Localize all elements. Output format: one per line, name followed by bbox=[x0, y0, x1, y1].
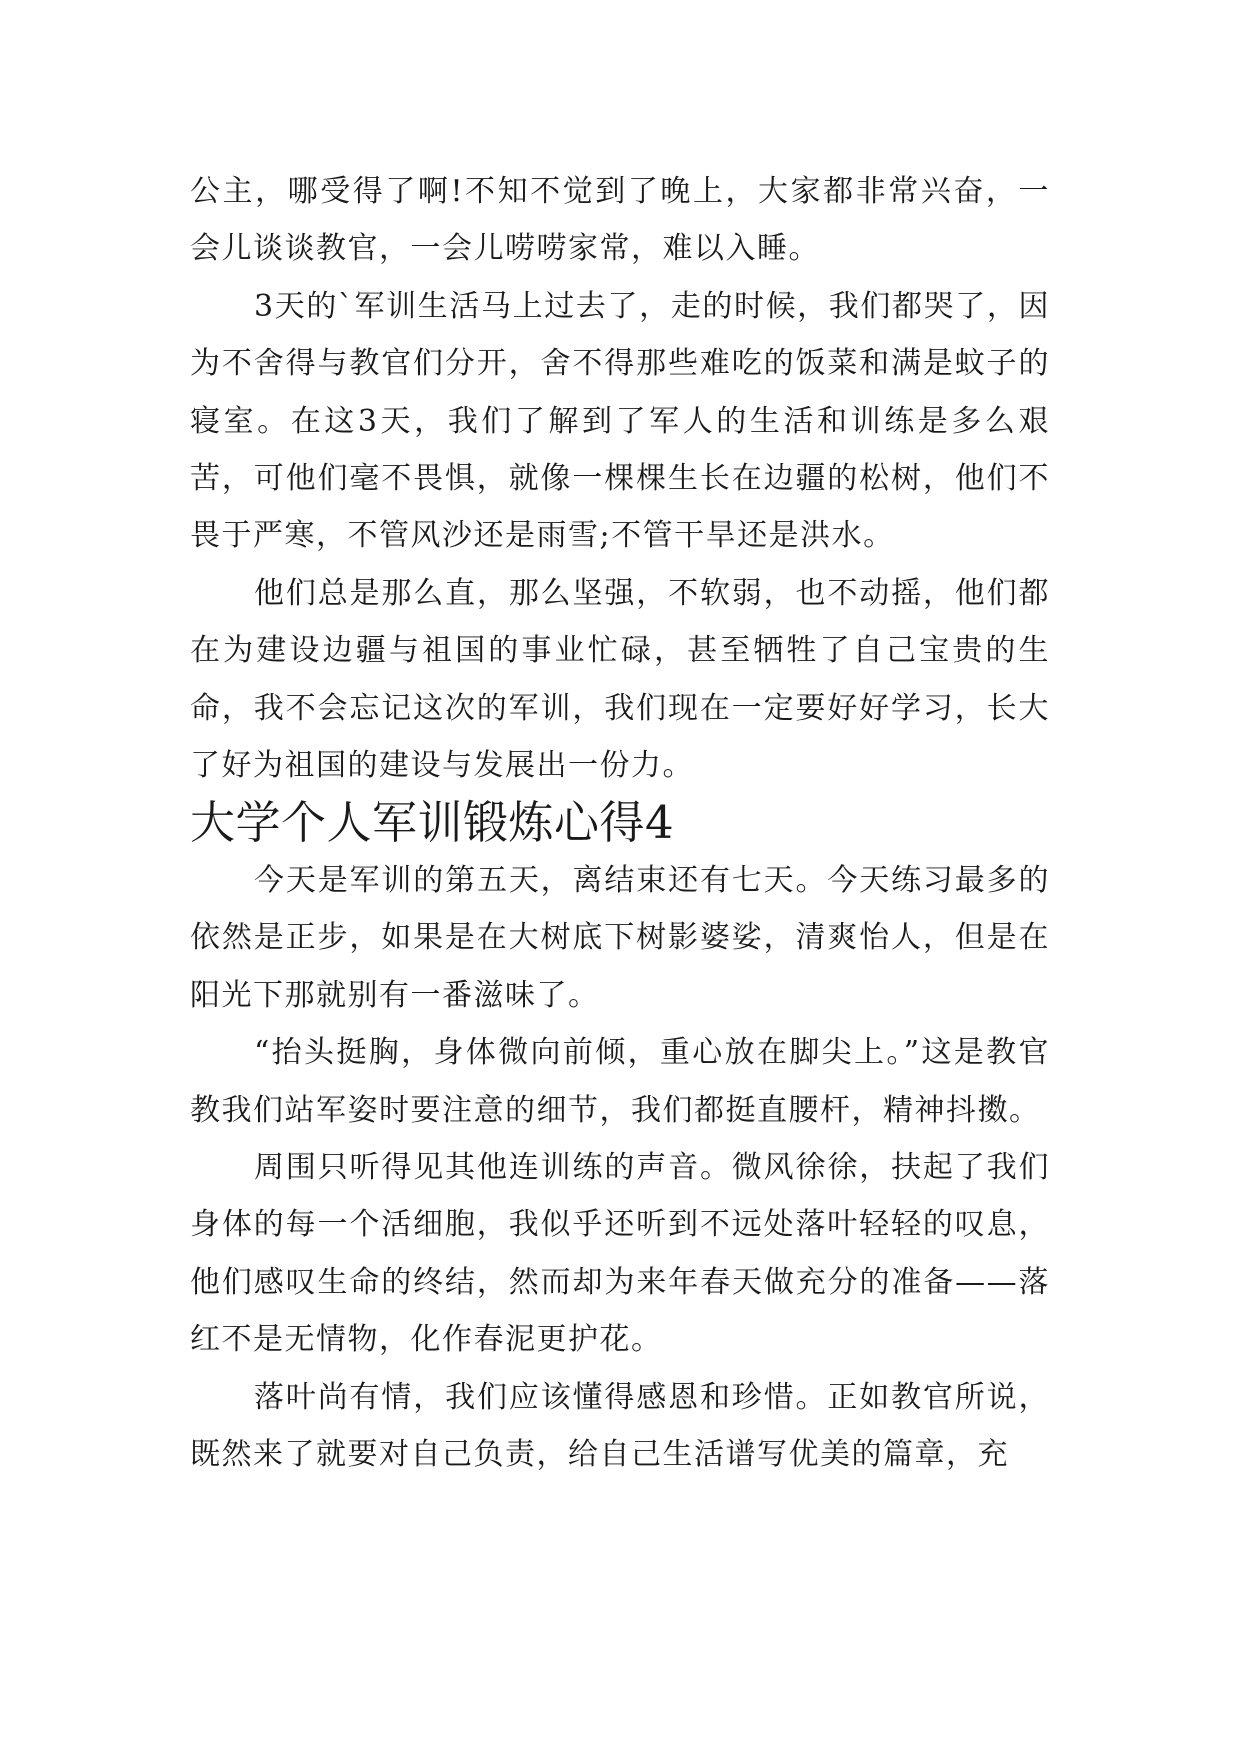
section-heading: 大学个人军训锻炼心得4 bbox=[190, 796, 675, 850]
paragraph: 公主，哪受得了啊!不知不觉到了晚上，大家都非常兴奋，一会儿谈谈教官，一会儿唠唠家常，难以入睡。 bbox=[190, 174, 1050, 267]
paragraph: 今天是军训的第五天，离结束还有七天。今天练习最多的依然是正步，如果是在大树底下树影婆娑，清爽怡人，但是在阳光下那就别有一番滋味了。 bbox=[190, 862, 1050, 1013]
paragraph: 落叶尚有情，我们应该懂得感恩和珍惜。正如教官所说，既然来了就要对自己负责，给自己生活谱写优美的篇章，充 bbox=[190, 1379, 1050, 1472]
paragraph: “抬头挺胸，身体微向前倾，重心放在脚尖上。”这是教官教我们站军姿时要注意的细节，我们都挺直腰杆，精神抖擞。 bbox=[190, 1035, 1050, 1128]
paragraph: 他们总是那么直，那么坚强，不软弱，也不动摇，他们都在为建设边疆与祖国的事业忙碌，甚至牺牲了自己宝贵的生命，我不会忘记这次的军训，我们现在一定要好好学习，长大了好为祖国的建设与发展出一份力。 bbox=[190, 575, 1050, 784]
paragraph: 周围只听得见其他连训练的声音。微风徐徐，扶起了我们身体的每一个活细胞，我似乎还听到不远处落叶轻轻的叹息，他们感叹生命的终结，然而却为来年春天做充分的准备——落红不是无情物，化作春泥更护花。 bbox=[190, 1149, 1050, 1358]
paragraph: 3天的`军训生活马上过去了，走的时候，我们都哭了，因为不舍得与教官们分开，舍不得那些难吃的饭菜和满是蚊子的寝室。在这3天，我们了解到了军人的生活和训练是多么艰苦，可他们毫不畏惧，就像一棵棵生长在边疆的松树，他们不畏于严寒，不管风沙还是雨雪;不管干旱还是洪水。 bbox=[190, 288, 1050, 554]
document-body bbox=[190, 163, 1050, 1483]
